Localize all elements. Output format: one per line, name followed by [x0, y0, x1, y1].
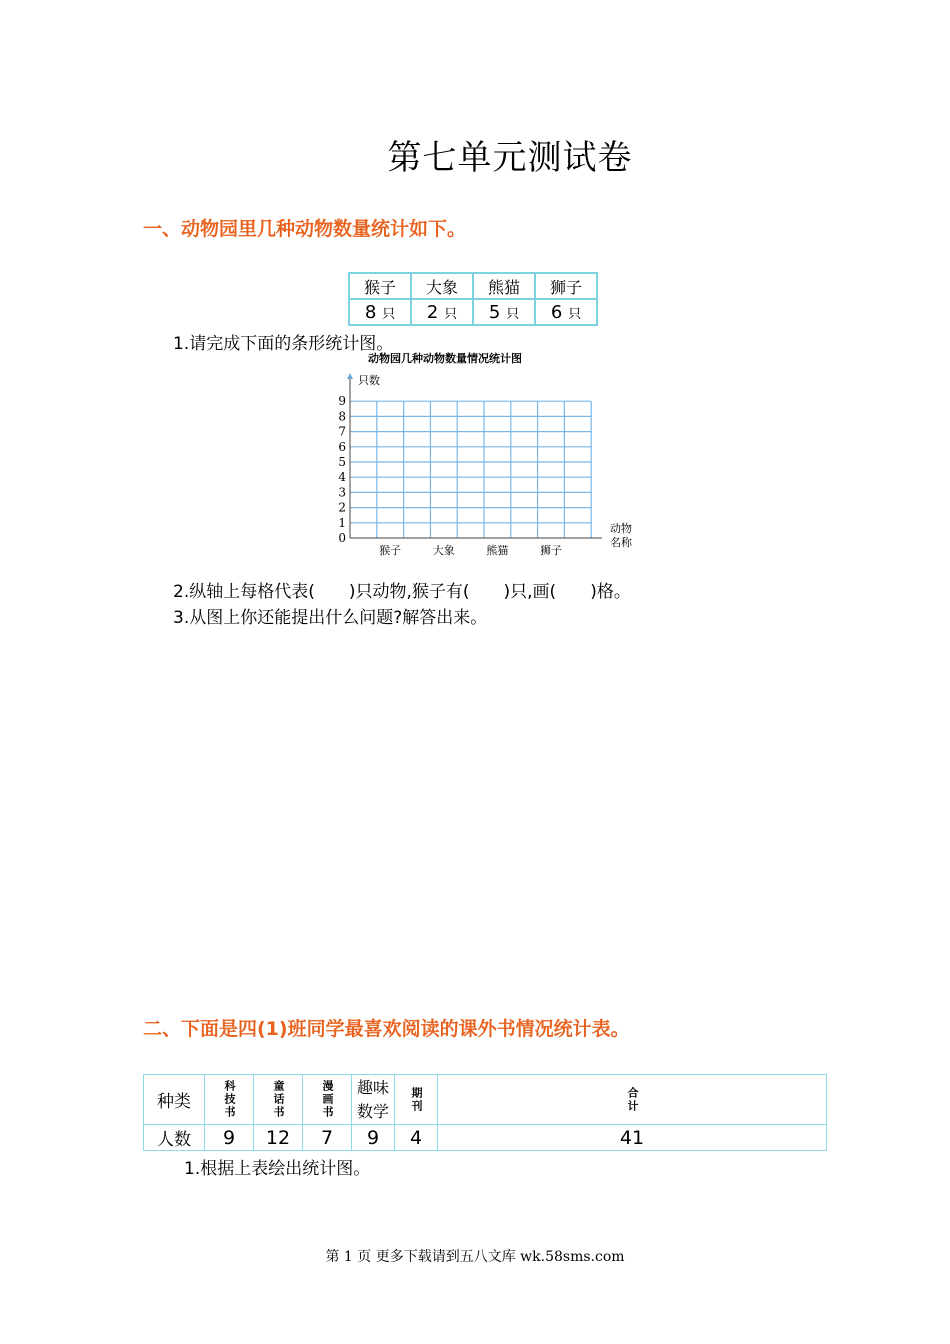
y-tick-label: 6: [338, 439, 346, 454]
column-header-label: 童话书: [272, 1080, 285, 1119]
question-3: 3.从图上你还能提出什么问题?解答出来。: [173, 608, 488, 628]
column-header-label: 科技书: [223, 1080, 236, 1119]
count-value: 6: [550, 301, 563, 323]
x-tick-label: 狮子: [540, 544, 562, 557]
question-1: 1.请完成下面的条形统计图。: [173, 334, 394, 354]
column-header-label: 趣味数学: [356, 1077, 389, 1121]
x-axis-label-line1: 动物: [610, 522, 632, 535]
page-footer: 第 1 页 更多下载请到五八文库 wk.58sms.com: [325, 1249, 625, 1265]
section-2-question-1: 1.根据上表绘出统计图。: [184, 1159, 371, 1179]
table-value-cell: 9: [205, 1125, 254, 1151]
animal-count-table: [348, 272, 598, 326]
animal-count-cell: [349, 299, 411, 325]
x-tick-label: 猴子: [379, 544, 402, 557]
column-header: [205, 1075, 254, 1125]
y-tick-label: 2: [338, 500, 346, 515]
y-tick-label: 5: [338, 455, 346, 469]
animal-name-cell: 熊猫: [473, 273, 535, 299]
animal-name-cell: 狮子: [535, 273, 597, 299]
page-title: 第七单元测试卷: [387, 138, 633, 178]
column-header: [352, 1075, 395, 1125]
column-header-label: 合计: [626, 1086, 639, 1113]
column-header-label: 期刊: [410, 1086, 423, 1113]
column-header: [438, 1075, 827, 1125]
row-header-count: 人数: [144, 1125, 205, 1151]
column-header-label: 漫画书: [321, 1080, 334, 1119]
section-2-heading: 二、下面是四(1)班同学最喜欢阅读的课外书情况统计表。: [143, 1018, 630, 1040]
x-tick-label: 熊猫: [486, 544, 509, 557]
row-header-type: 种类: [144, 1075, 205, 1125]
x-tick-label: 大象: [432, 544, 455, 557]
animal-count-cell: [411, 299, 473, 325]
count-unit: 只: [506, 306, 520, 322]
question-2: 2.纵轴上每格代表( )只动物,猴子有( )只,画( )格。: [173, 582, 631, 602]
y-tick-label: 0: [338, 531, 346, 545]
count-value: 5: [488, 301, 501, 323]
y-axis-arrow: [347, 373, 353, 379]
x-axis-label-line2: 名称: [610, 536, 632, 549]
y-tick-label: 1: [338, 515, 346, 530]
table-value-cell: 9: [352, 1125, 395, 1151]
y-tick-label: 4: [338, 470, 346, 485]
chart-grid: [350, 401, 591, 538]
animal-count-cell: [535, 299, 597, 325]
animal-name-cell: 猴子: [349, 273, 411, 299]
chart-title: 动物园几种动物数量情况统计图: [368, 352, 522, 365]
table-value-cell: 7: [303, 1125, 352, 1151]
column-header: [303, 1075, 352, 1125]
y-tick-label: 8: [338, 409, 346, 424]
y-tick-label: 9: [338, 394, 346, 409]
reading-survey-table: [143, 1074, 827, 1151]
y-tick-label: 7: [338, 424, 346, 439]
count-unit: 只: [568, 306, 582, 322]
bar-chart-grid: [330, 348, 650, 560]
column-header: [254, 1075, 303, 1125]
section-1-heading: 一、动物园里几种动物数量统计如下。: [143, 218, 467, 240]
y-tick-label: 3: [338, 485, 346, 500]
chart-axes: [347, 373, 602, 538]
y-tick-labels: [338, 394, 346, 545]
count-value: 8: [364, 301, 377, 323]
count-unit: 只: [444, 306, 458, 322]
animal-count-cell: [473, 299, 535, 325]
table-value-cell: 12: [254, 1125, 303, 1151]
table-total-cell: 41: [438, 1125, 827, 1151]
column-header: [395, 1075, 438, 1125]
x-tick-labels: [379, 543, 562, 557]
animal-name-cell: 大象: [411, 273, 473, 299]
table-value-cell: 4: [395, 1125, 438, 1151]
count-unit: 只: [382, 306, 396, 322]
count-value: 2: [426, 301, 439, 323]
y-axis-label: 只数: [358, 374, 380, 387]
